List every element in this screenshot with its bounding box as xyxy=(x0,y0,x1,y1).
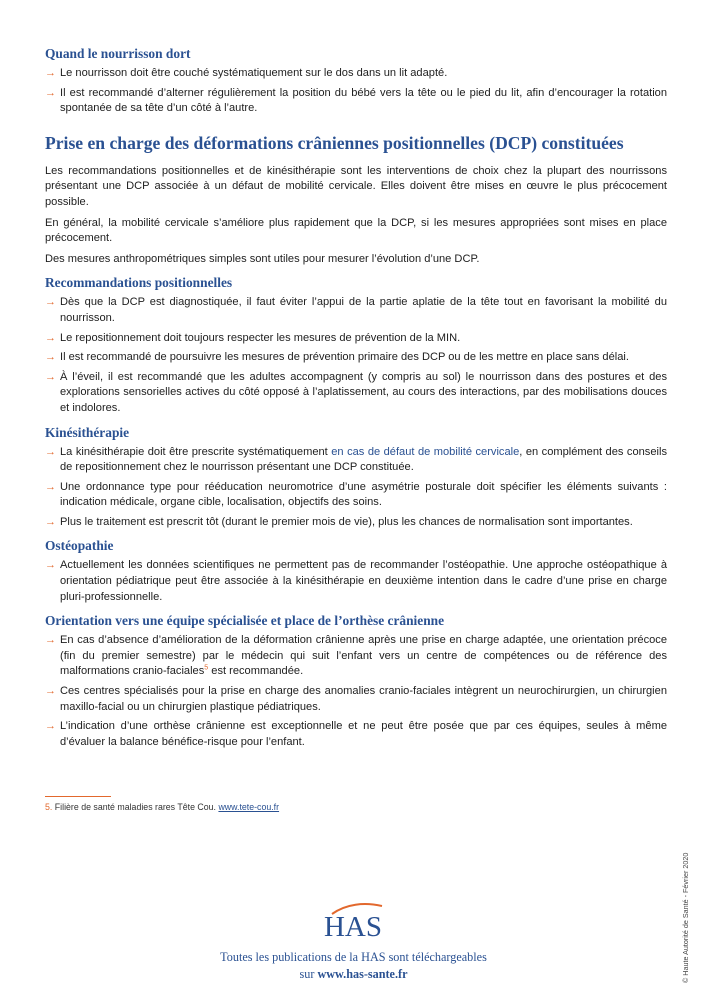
list-item xyxy=(45,719,667,750)
list-item-text: Plus le traitement est prescrit tôt (durant le premier mois de vie), plus les chances de normalisation sont importantes. xyxy=(60,515,633,528)
logo-text: HAS xyxy=(323,911,383,940)
list-item xyxy=(45,480,667,511)
list-item xyxy=(45,350,667,366)
section-title-orientation: Orientation vers une équipe spécialisée et place de l’orthèse crânienne xyxy=(45,613,445,629)
main-heading: Prise en charge des déformations crâniennes positionnelles (DCP) constituées xyxy=(45,132,624,153)
footnote-number: 5. xyxy=(45,802,53,812)
section-title-positionnelles: Recommandations positionnelles xyxy=(45,275,233,291)
footnote xyxy=(45,802,279,812)
list-item-text: En cas d’absence d’amélioration de la déformation crânienne après une prise en charge adaptée, une orientation précoce (fin du premier semestre) par le médecin qui suit l’enfant vers un centre de compétences ou de référence des malformations cranio-faciales xyxy=(60,634,667,678)
footer-prefix: sur xyxy=(299,967,318,981)
paragraph: En général, la mobilité cervicale s’améliore plus rapidement que la DCP, si les mesures appropriées sont mises en place précocement. xyxy=(45,216,667,245)
list-item-text: Une ordonnance type pour rééducation neuromotrice d’une asymétrie posturale doit spécifier les éléments suivants : indication médicale, organe cible, localisation, objectifs des soins. xyxy=(60,480,667,509)
paragraph: Les recommandations positionnelles et de kinésithérapie sont les interventions de choix chez la plupart des nourrissons présentant une DCP associée à un défaut de mobilité cervicale. Elles doivent être mises en œuvre le plus précocement possible. xyxy=(45,164,667,208)
list-item xyxy=(45,295,667,326)
has-logo xyxy=(312,900,394,940)
list-item xyxy=(45,558,667,605)
arrow-right-icon: → xyxy=(45,296,56,309)
list-item xyxy=(45,445,667,476)
list-item xyxy=(45,633,667,680)
list-item xyxy=(45,370,667,417)
section-title-osteopathie: Ostéopathie xyxy=(45,538,114,554)
list-item-text: Le repositionnement doit toujours respecter les mesures de prévention de la MIN. xyxy=(60,331,461,344)
list-item xyxy=(45,331,667,347)
arrow-right-icon: → xyxy=(45,515,56,528)
list-item-text: La kinésithérapie doit être prescrite systématiquement xyxy=(60,445,332,458)
list-item-text: Il est recommandé d’alterner régulièrement la position du bébé vers la tête ou le pied du lit, afin d’encourager la rotation spontanée de sa tête d’un côté à l’autre. xyxy=(60,86,667,115)
arrow-right-icon: → xyxy=(45,351,56,364)
list-item-text: Ces centres spécialisés pour la prise en charge des anomalies cranio-faciales intègrent un neurochirurgien, un chirurgien maxillo-facial ou un chirurgien plastique pédiatriques. xyxy=(60,685,667,713)
footer-line-1: Toutes les publications de la HAS sont téléchargeables xyxy=(220,950,487,964)
section-title-kinesitherapie: Kinésithérapie xyxy=(45,424,130,440)
section-title-sommeil: Quand le nourrisson dort xyxy=(45,46,191,61)
arrow-right-icon: → xyxy=(45,559,56,572)
footer-website-link[interactable]: www.has-sante.fr xyxy=(317,967,408,981)
arrow-right-icon: → xyxy=(45,685,56,698)
footnote-link[interactable]: www.tete-cou.fr xyxy=(218,802,280,812)
list-item-text: est recommandée. xyxy=(208,665,304,678)
arrow-right-icon: → xyxy=(45,370,56,383)
list-item-text: Dès que la DCP est diagnostiquée, il faut éviter l’appui de la partie aplatie de la tête tout en favorisant la mobilité du nourrisson. xyxy=(60,296,667,324)
list-item xyxy=(45,66,667,82)
footnote-text: Filière de santé maladies rares Tête Cou. xyxy=(54,802,219,812)
arrow-right-icon: → xyxy=(45,480,56,493)
list-item-text: Il est recommandé de poursuivre les mesures de prévention primaire des DCP ou de les mettre en place sans délai. xyxy=(60,351,629,364)
copyright-text: © Haute Autorité de Santé - Février 2020 xyxy=(681,852,690,983)
list-item-text: À l’éveil, il est recommandé que les adultes accompagnent (y compris au sol) le nourrisson dans des postures et des explorations sensorielles actives du côté opposé à l’aplatissement, au cours des interactions, par des mobilisations douces et indolores. xyxy=(60,370,667,414)
arrow-right-icon: → xyxy=(45,634,56,647)
list-item-text: L’indication d’une orthèse crânienne est exceptionnelle et ne peut être posée que par ces équipes, seules à même d’évaluer la balance bénéfice-risque pour l’enfant. xyxy=(60,720,667,748)
list-item-text: Le nourrisson doit être couché systématiquement sur le dos dans un lit adapté. xyxy=(60,67,448,79)
paragraph: Des mesures anthropométriques simples sont utiles pour mesurer l’évolution d’une DCP. xyxy=(45,252,480,265)
list-item xyxy=(45,86,667,117)
arrow-right-icon: → xyxy=(45,331,56,344)
arrow-right-icon: → xyxy=(45,720,56,733)
arrow-right-icon: → xyxy=(45,86,56,99)
footnote-ref[interactable]: 5 xyxy=(204,664,209,672)
arrow-right-icon: → xyxy=(45,445,56,458)
list-item-text: Actuellement les données scientifiques ne permettent pas de recommander l’ostéopathie. Une approche ostéopathique à orientation pédiatrique peut être associée à la kinésithérapie en deuxième intention dans le cadre d’une prise en charge pluri-professionnelle. xyxy=(60,559,667,603)
footer-line-2 xyxy=(0,967,707,982)
document-body xyxy=(45,46,667,754)
list-item-text: , en complément des conseils de repositionnement chez le nourrisson présentant une DCP constituée. xyxy=(60,445,667,474)
list-item xyxy=(45,684,667,715)
arrow-right-icon: → xyxy=(45,67,56,79)
cervical-mobility-link[interactable]: en cas de défaut de mobilité cervicale xyxy=(331,445,520,458)
footnote-divider xyxy=(45,796,111,797)
list-item xyxy=(45,515,667,531)
